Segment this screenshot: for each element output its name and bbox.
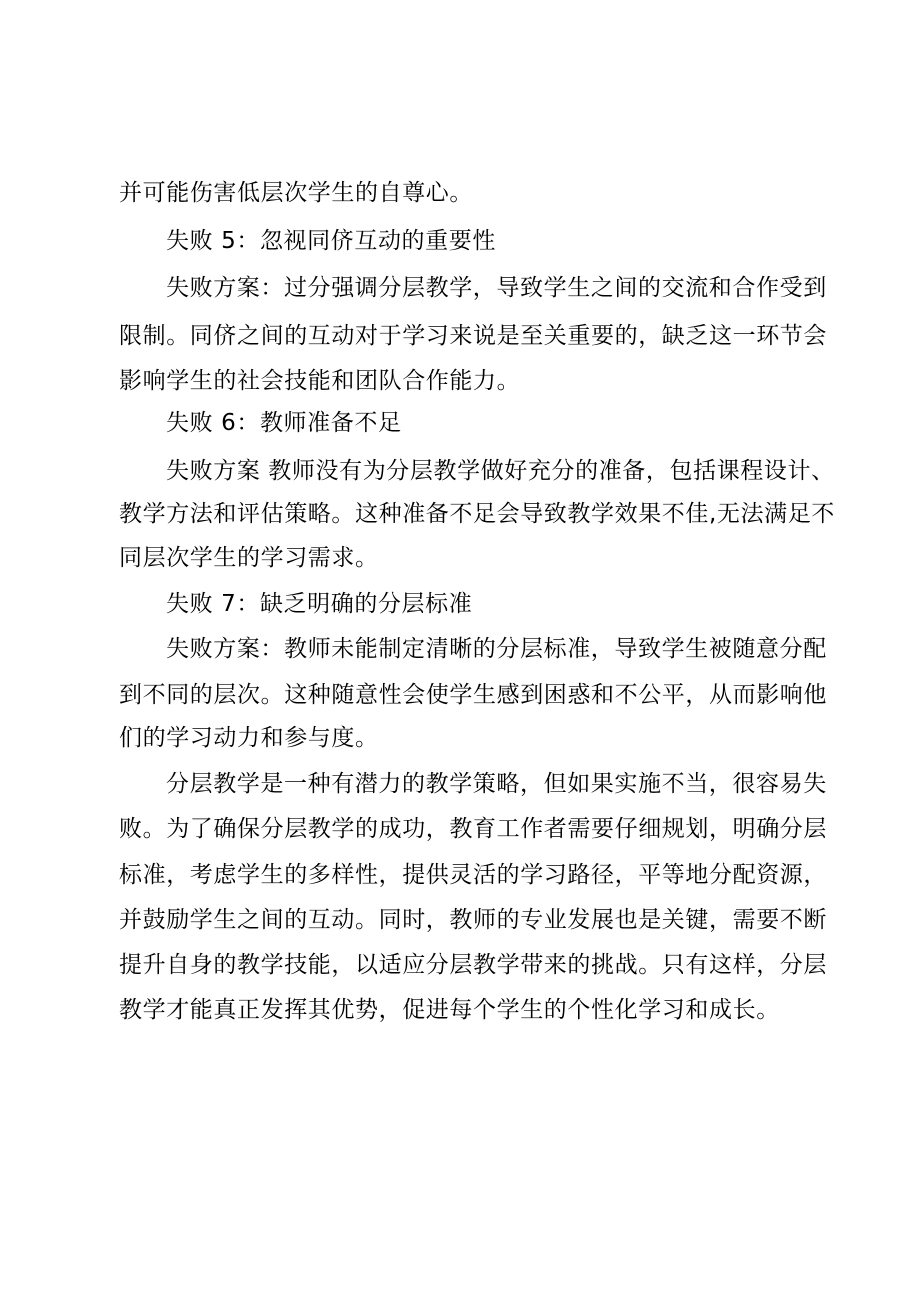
paragraph-line: 到不同的层次。这种随意性会使学生感到困惑和不公平，从而影响他 bbox=[119, 682, 827, 708]
paragraph-line: 失败方案：教师未能制定清晰的分层标准，导致学生被随意分配 bbox=[166, 636, 827, 662]
paragraph-line: 教学才能真正发挥其优势，促进每个学生的个性化学习和成长。 bbox=[119, 997, 780, 1023]
paragraph-line: 失败方案 教师没有为分层教学做好充分的准备，包括课程设计、 bbox=[166, 458, 835, 484]
paragraph-line: 失败方案：过分强调分层教学，导致学生之间的交流和合作受到 bbox=[166, 275, 827, 301]
section-heading-failure-7: 失败 7：缺乏明确的分层标准 bbox=[166, 591, 473, 617]
paragraph-line: 提升自身的教学技能，以适应分层教学带来的挑战。只有这样，分层 bbox=[119, 952, 827, 978]
paragraph-line: 标准，考虑学生的多样性，提供灵活的学习路径，平等地分配资源， bbox=[119, 862, 827, 888]
paragraph-line: 败。为了确保分层教学的成功，教育工作者需要仔细规划，明确分层 bbox=[119, 816, 827, 842]
paragraph-line: 们的学习动力和参与度。 bbox=[119, 725, 379, 751]
paragraph-line: 同层次学生的学习需求。 bbox=[119, 545, 379, 571]
section-heading-failure-6: 失败 6：教师准备不足 bbox=[166, 410, 402, 436]
paragraph-line: 影响学生的社会技能和团队合作能力。 bbox=[119, 368, 521, 394]
paragraph-line: 分层教学是一种有潜力的教学策略，但如果实施不当，很容易失 bbox=[166, 771, 827, 797]
paragraph-line: 教学方法和评估策略。这种准备不足会导致教学效果不佳,无法满足不 bbox=[119, 501, 835, 527]
paragraph-line: 并鼓励学生之间的互动。同时，教师的专业发展也是关键，需要不断 bbox=[119, 907, 827, 933]
paragraph-line: 并可能伤害低层次学生的自尊心。 bbox=[119, 180, 473, 206]
paragraph-line: 限制。同侪之间的互动对于学习来说是至关重要的，缺乏这一环节会 bbox=[119, 323, 827, 349]
section-heading-failure-5: 失败 5：忽视同侪互动的重要性 bbox=[166, 228, 496, 254]
